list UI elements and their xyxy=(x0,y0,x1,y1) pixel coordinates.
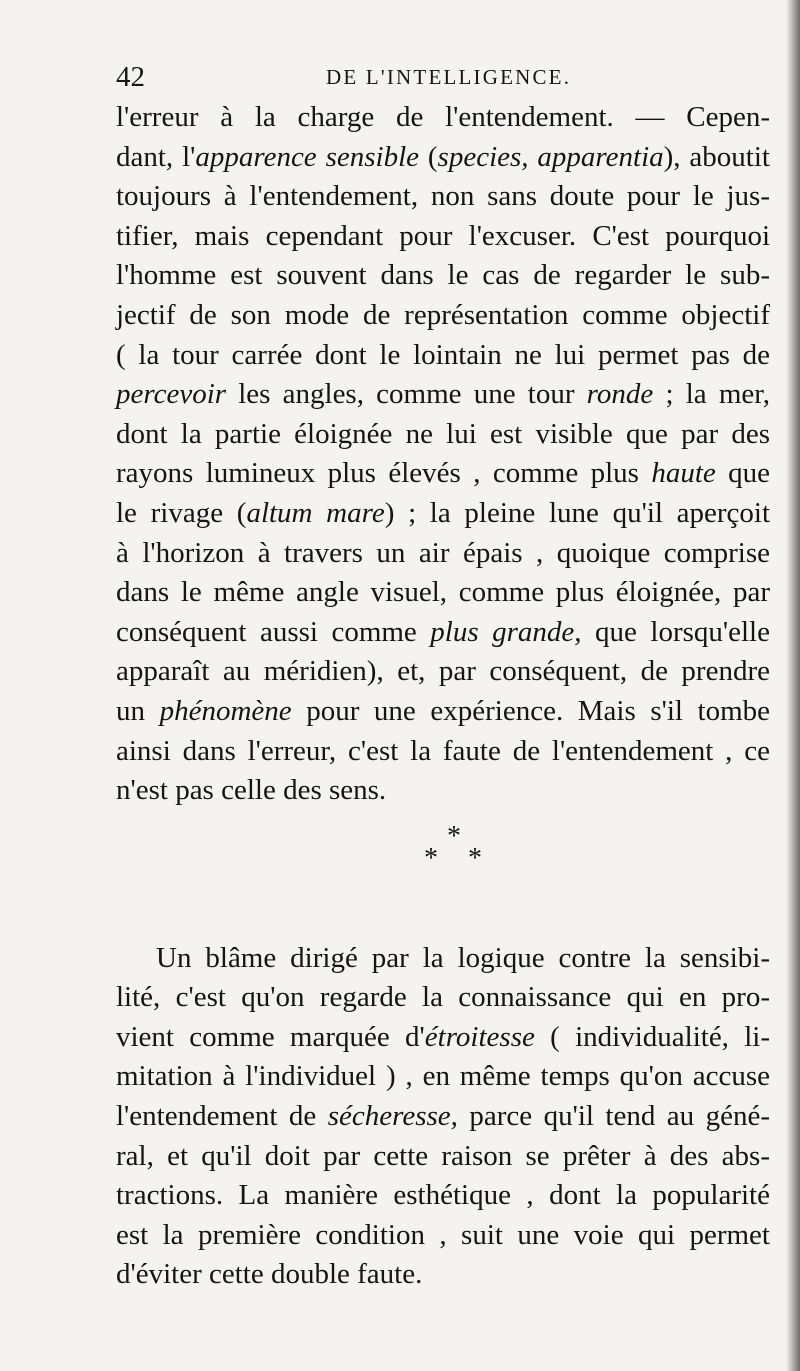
separator-star: * xyxy=(468,842,482,874)
text-line xyxy=(116,494,770,534)
text-line xyxy=(116,375,770,415)
text-line xyxy=(116,177,770,217)
text-segment: dont la partie éloignée ne lui est visible que par des xyxy=(116,417,770,450)
paragraph-1 xyxy=(116,98,770,811)
running-title: DE L'INTELLIGENCE. xyxy=(326,65,572,89)
text-segment: ) ; la pleine lune qu'il aperçoit xyxy=(384,496,771,529)
text-segment: l'homme est souvent dans le cas de regarder le sub- xyxy=(116,259,770,292)
page-number: 42 xyxy=(116,61,145,93)
text-line xyxy=(116,217,770,257)
separator-star: * xyxy=(447,820,461,852)
text-segment: n'est pas celle des sens. xyxy=(116,774,387,807)
text-segment: tifier, mais cependant pour l'excuser. C'est pourquoi xyxy=(116,219,770,252)
text-line xyxy=(116,573,770,613)
text-line xyxy=(116,296,770,336)
page-edge-shadow xyxy=(786,0,800,1371)
text-line xyxy=(116,1176,770,1216)
text-line xyxy=(116,138,770,178)
text-segment: ral, et qu'il doit par cette raison se prêter à des abs- xyxy=(116,1139,770,1172)
text-segment: apparaît au méridien), et, par conséquent, de prendre xyxy=(116,655,770,688)
text-line xyxy=(116,652,770,692)
text-line xyxy=(116,98,770,138)
text-line xyxy=(116,1057,770,1097)
italic-text: ronde xyxy=(586,378,654,411)
text-line xyxy=(116,732,770,772)
text-segment: rayons lumineux plus élevés , comme plus xyxy=(116,457,652,490)
text-segment: que xyxy=(715,457,771,490)
text-segment: ( la tour carrée dont le lointain ne lui permet pas de xyxy=(116,338,770,371)
italic-text: haute xyxy=(651,457,716,490)
text-line xyxy=(116,256,770,296)
text-line xyxy=(116,1216,770,1256)
text-segment: vient comme marquée d' xyxy=(116,1020,425,1053)
text-line xyxy=(116,1137,770,1177)
text-segment: d'éviter cette double faute. xyxy=(116,1258,423,1291)
text-segment: dant, l' xyxy=(116,140,196,173)
text-line xyxy=(116,692,770,732)
italic-text: phénomène xyxy=(159,694,292,727)
text-line xyxy=(116,978,770,1018)
text-segment: un xyxy=(116,694,160,727)
text-line xyxy=(116,613,770,653)
text-segment: jectif de son mode de représentation comme objectif xyxy=(116,298,770,331)
text-line xyxy=(116,1255,770,1295)
italic-text: altum mare xyxy=(246,496,385,529)
text-segment: ; la mer, xyxy=(653,378,770,411)
italic-text: apparence sensible xyxy=(195,140,419,173)
text-segment: l'entendement de xyxy=(116,1100,328,1133)
text-segment: ( xyxy=(419,140,438,173)
text-segment: que lorsqu'elle xyxy=(581,615,770,648)
text-segment: lité, c'est qu'on regarde la connaissance qui en pro- xyxy=(116,981,770,1014)
italic-text: plus grande, xyxy=(430,615,582,648)
text-segment: pour une expérience. Mais s'il tombe xyxy=(291,694,771,727)
text-segment: l'erreur à la charge de l'entendement. — Cepen- xyxy=(116,101,770,133)
text-segment: ), aboutit xyxy=(663,140,770,173)
text-line xyxy=(116,415,770,455)
text-segment: conséquent aussi comme xyxy=(116,615,431,648)
text-segment: dans le même angle visuel, comme plus éloignée, par xyxy=(116,576,770,609)
text-segment: le rivage ( xyxy=(116,496,247,529)
text-line xyxy=(116,534,770,574)
page-body xyxy=(116,98,770,1295)
text-segment: ainsi dans l'erreur, c'est la faute de l'entendement , ce xyxy=(116,734,770,767)
italic-text: sécheresse, xyxy=(327,1100,458,1133)
text-line xyxy=(116,1097,770,1137)
text-segment: Un blâme dirigé par la logique contre la sensibi- xyxy=(156,941,770,974)
page-header xyxy=(116,60,766,94)
text-segment: ( individualité, li- xyxy=(534,1020,770,1053)
italic-text: species, apparentia xyxy=(437,140,664,173)
text-line xyxy=(116,771,770,811)
text-line xyxy=(116,454,770,494)
text-segment: à l'horizon à travers un air épais , quoique comprise xyxy=(116,536,770,569)
text-line xyxy=(116,939,770,979)
italic-text: percevoir xyxy=(116,378,227,411)
text-segment: est la première condition , suit une voie qui permet xyxy=(116,1218,770,1251)
text-segment: mitation à l'individuel ) , en même temps qu'on accuse xyxy=(116,1060,770,1093)
text-line xyxy=(116,1018,770,1058)
text-segment: les angles, comme une tour xyxy=(226,378,587,411)
text-line xyxy=(116,336,770,376)
text-segment: toujours à l'entendement, non sans doute pour le jus- xyxy=(116,180,770,213)
italic-text: étroitesse xyxy=(424,1020,535,1053)
text-segment: tractions. La manière esthétique , dont la popularité xyxy=(116,1179,770,1212)
separator-star: * xyxy=(424,842,438,874)
text-segment: parce qu'il tend au géné- xyxy=(457,1100,771,1133)
section-separator xyxy=(116,819,770,903)
paragraph-2 xyxy=(116,939,770,1295)
